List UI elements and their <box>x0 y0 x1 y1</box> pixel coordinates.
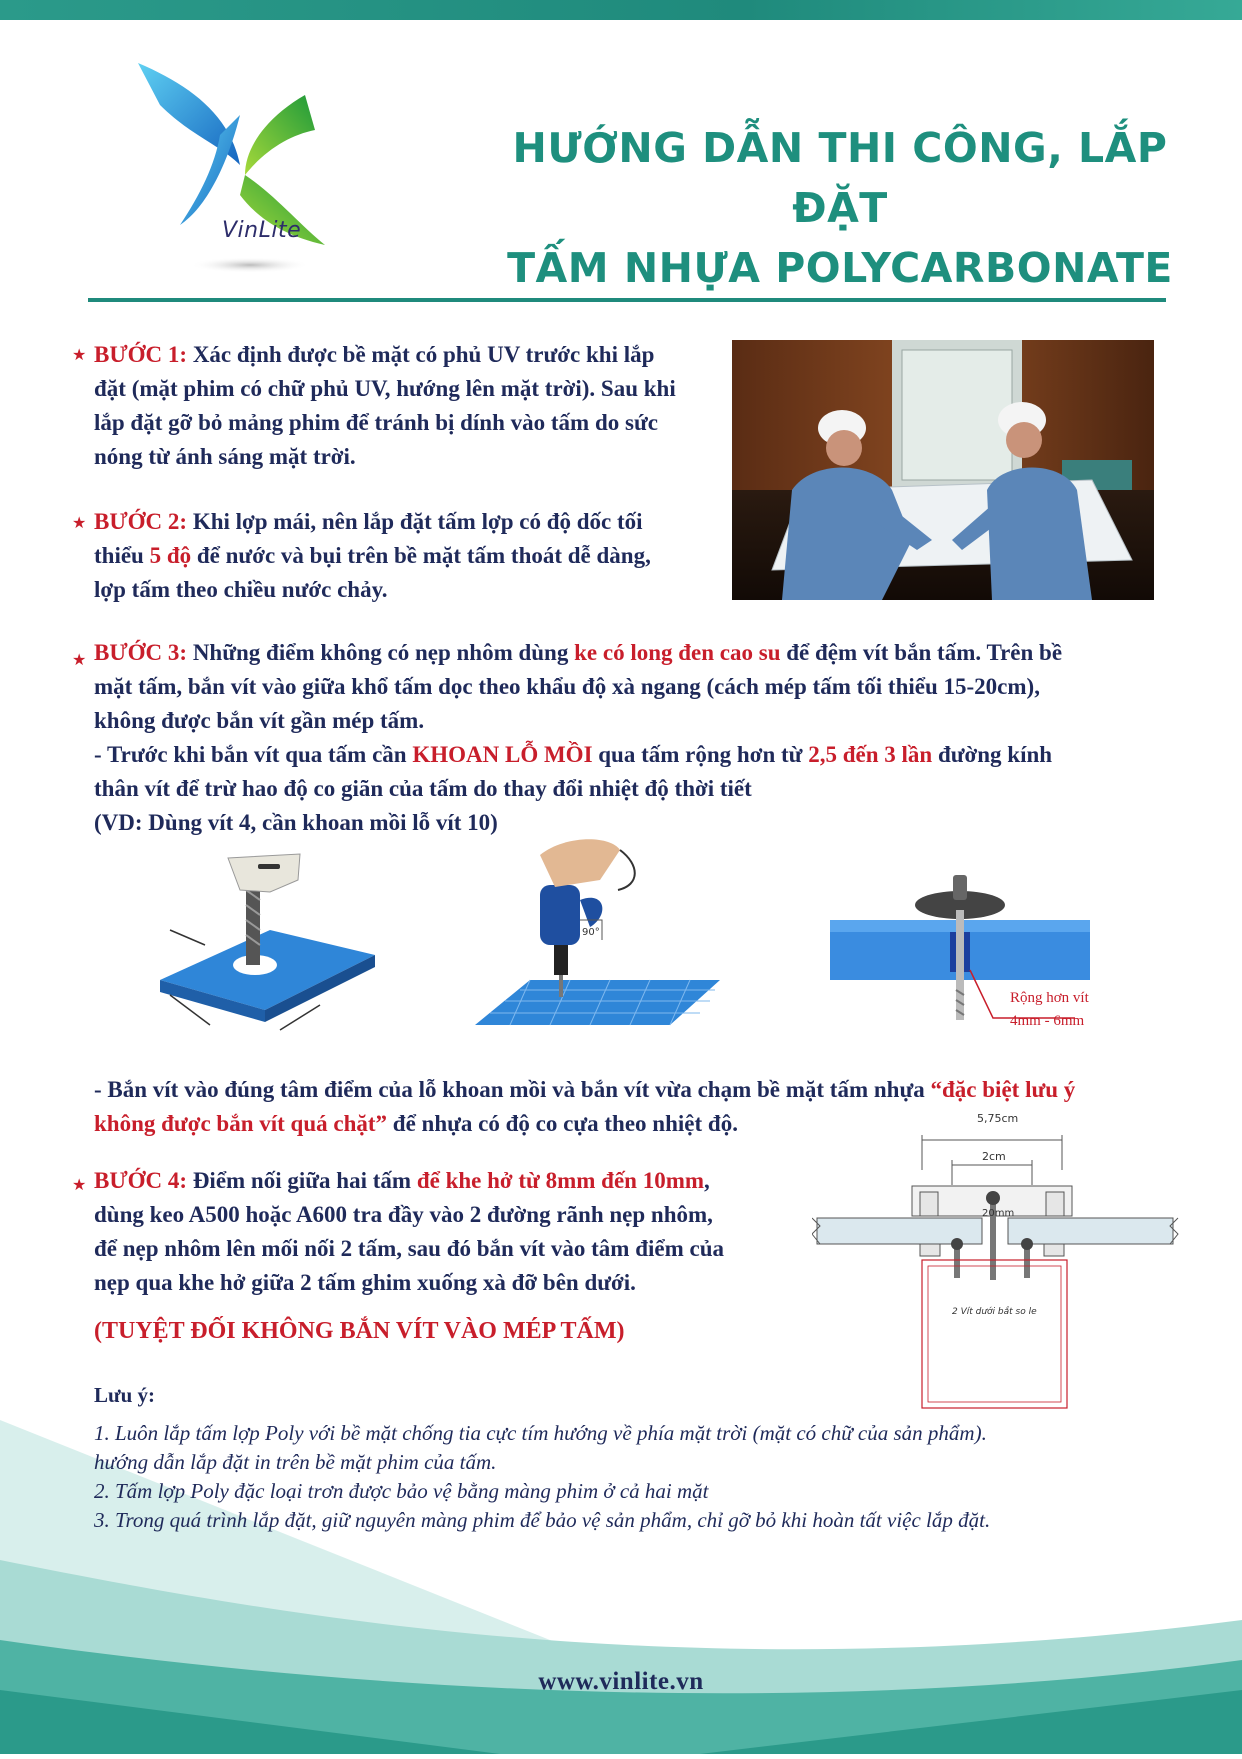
step-3-text: đường kính <box>932 742 1053 767</box>
step-4-text: , <box>704 1168 710 1193</box>
step-3-text: qua tấm rộng hơn từ <box>592 742 809 767</box>
star-bullet-icon: ★ <box>72 347 87 364</box>
top-accent-bar <box>0 0 1242 20</box>
screw-label-1: Rộng hơn vít <box>1010 990 1089 1006</box>
note-item: hướng dẫn lắp đặt in trên bề mặt phim của tấm. <box>94 1450 497 1474</box>
note-item: 3. Trong quá trình lắp đặt, giữ nguyên màng phim để bảo vệ sản phẩm, chỉ gỡ bỏ khi hoàn tất việc lắp đặt. <box>94 1508 991 1532</box>
step-1-text: Xác định được bề mặt có phủ UV trước khi lắp <box>192 342 655 367</box>
step-1-text: lắp đặt gỡ bỏ mảng phim để tránh bị dính vào tấm do sức <box>94 410 658 435</box>
note-item: 2. Tấm lợp Poly đặc loại trơn được bảo vệ bằng màng phim ở cả hai mặt <box>94 1479 709 1503</box>
page-title <box>480 118 1200 298</box>
step-3-highlight: “đặc biệt lưu ý <box>930 1077 1076 1102</box>
step-2-highlight: 5 độ <box>149 543 192 568</box>
step-3-text: thân vít để trừ hao độ co giãn của tấm do thay đổi nhiệt độ thời tiết <box>94 776 752 801</box>
step-4-text: dùng keo A500 hoặc A600 tra đầy vào 2 đường rãnh nẹp nhôm, <box>94 1202 713 1227</box>
step-4-text: để nẹp nhôm lên mối nối 2 tấm, sau đó bắn vít vào tâm điểm của <box>94 1236 725 1261</box>
step-3-highlight: không được bắn vít quá chặt” <box>94 1111 388 1136</box>
step-4-label: BƯỚC 4: <box>94 1168 188 1193</box>
notes-title: Lưu ý: <box>94 1383 156 1407</box>
header-divider <box>88 298 1166 302</box>
figure-drill-hole <box>150 850 380 1040</box>
note-item: 1. Luôn lắp tấm lợp Poly với bề mặt chống tia cực tím hướng về phía mặt trời (mặt có chữ của sản phẩm). <box>94 1421 987 1445</box>
step-3-highlight: 2,5 đến 3 lần <box>808 742 933 767</box>
star-bullet-icon: ★ <box>72 652 87 669</box>
logo-wordmark: VinLite <box>222 218 302 243</box>
step-2-text: để nước và bụi trên bề mặt tấm thoát dễ dàng, <box>191 543 651 568</box>
installation-photo <box>732 340 1154 600</box>
website-link[interactable]: www.vinlite.vn <box>538 1668 704 1695</box>
step-2-text: lợp tấm theo chiều nước chảy. <box>94 577 388 602</box>
figure-screw-washer <box>825 870 1125 1040</box>
step-3-label: BƯỚC 3: <box>94 640 188 665</box>
step-3-text: - Bắn vít vào đúng tâm điểm của lỗ khoan mồi và bắn vít vừa chạm bề mặt tấm nhựa <box>94 1077 931 1102</box>
joint-note: 2 Vít dưới bắt so le <box>952 1307 1037 1317</box>
title-line-1: HƯỚNG DẪN THI CÔNG, LẮP ĐẶT <box>512 124 1168 232</box>
step-2-text: thiểu <box>94 543 150 568</box>
step-3-text: không được bắn vít gần mép tấm. <box>94 708 425 733</box>
step-3-text: để đệm vít bắn tấm. Trên bề <box>780 640 1063 665</box>
step-3-text: để nhựa có độ co cựa theo nhiệt độ. <box>387 1111 738 1136</box>
step-3-text: mặt tấm, bắn vít vào giữa khổ tấm dọc theo khẩu độ xà ngang (cách mép tấm tối thiểu 15-20cm), <box>94 674 1040 699</box>
step-3-text: - Trước khi bắn vít qua tấm cần <box>94 742 413 767</box>
step-4 <box>94 1164 794 1300</box>
step-1-text: nóng từ ánh sáng mặt trời. <box>94 444 356 469</box>
figure-drill-90deg <box>470 835 730 1035</box>
step-2-text: Khi lợp mái, nên lắp đặt tấm lợp có độ dốc tối <box>192 509 643 534</box>
title-line-2: TẤM NHỰA POLYCARBONATE <box>507 244 1173 292</box>
step-4-text: Điểm nối giữa hai tấm <box>192 1168 417 1193</box>
step-2 <box>94 505 714 607</box>
step-1 <box>94 338 714 474</box>
drill-angle-label: 90° <box>582 927 600 938</box>
joint-width-inner: 2cm <box>982 1150 1006 1163</box>
star-bullet-icon: ★ <box>72 1177 87 1194</box>
step-3-text: (VD: Dùng vít 4, cần khoan mồi lỗ vít 10) <box>94 810 498 835</box>
joint-height: 20mm <box>982 1208 1015 1219</box>
step-2-label: BƯỚC 2: <box>94 509 188 534</box>
step-4-highlight: để khe hở từ 8mm đến 10mm <box>416 1168 705 1193</box>
step-4-text: nẹp qua khe hở giữa 2 tấm ghim xuống xà đỡ bên dưới. <box>94 1270 636 1295</box>
step-1-label: BƯỚC 1: <box>94 342 188 367</box>
joint-width-outer: 5,75cm <box>977 1112 1019 1125</box>
screw-label-2: 4mm - 6mm <box>1010 1013 1085 1029</box>
step-1-text: đặt (mặt phim có chữ phủ UV, hướng lên mặt trời). Sau khi <box>94 376 676 401</box>
step-3-text: Những điểm không có nẹp nhôm dùng <box>192 640 575 665</box>
notes-list <box>94 1419 1194 1535</box>
vinlite-logo <box>130 55 380 285</box>
star-bullet-icon: ★ <box>72 515 87 532</box>
step-3-highlight: KHOAN LỖ MỒI <box>412 742 593 767</box>
warning-text: (TUYỆT ĐỐI KHÔNG BẮN VÍT VÀO MÉP TẤM) <box>94 1318 625 1344</box>
step-3-highlight: ke có long đen cao su <box>574 640 781 665</box>
step-3 <box>94 636 1184 840</box>
